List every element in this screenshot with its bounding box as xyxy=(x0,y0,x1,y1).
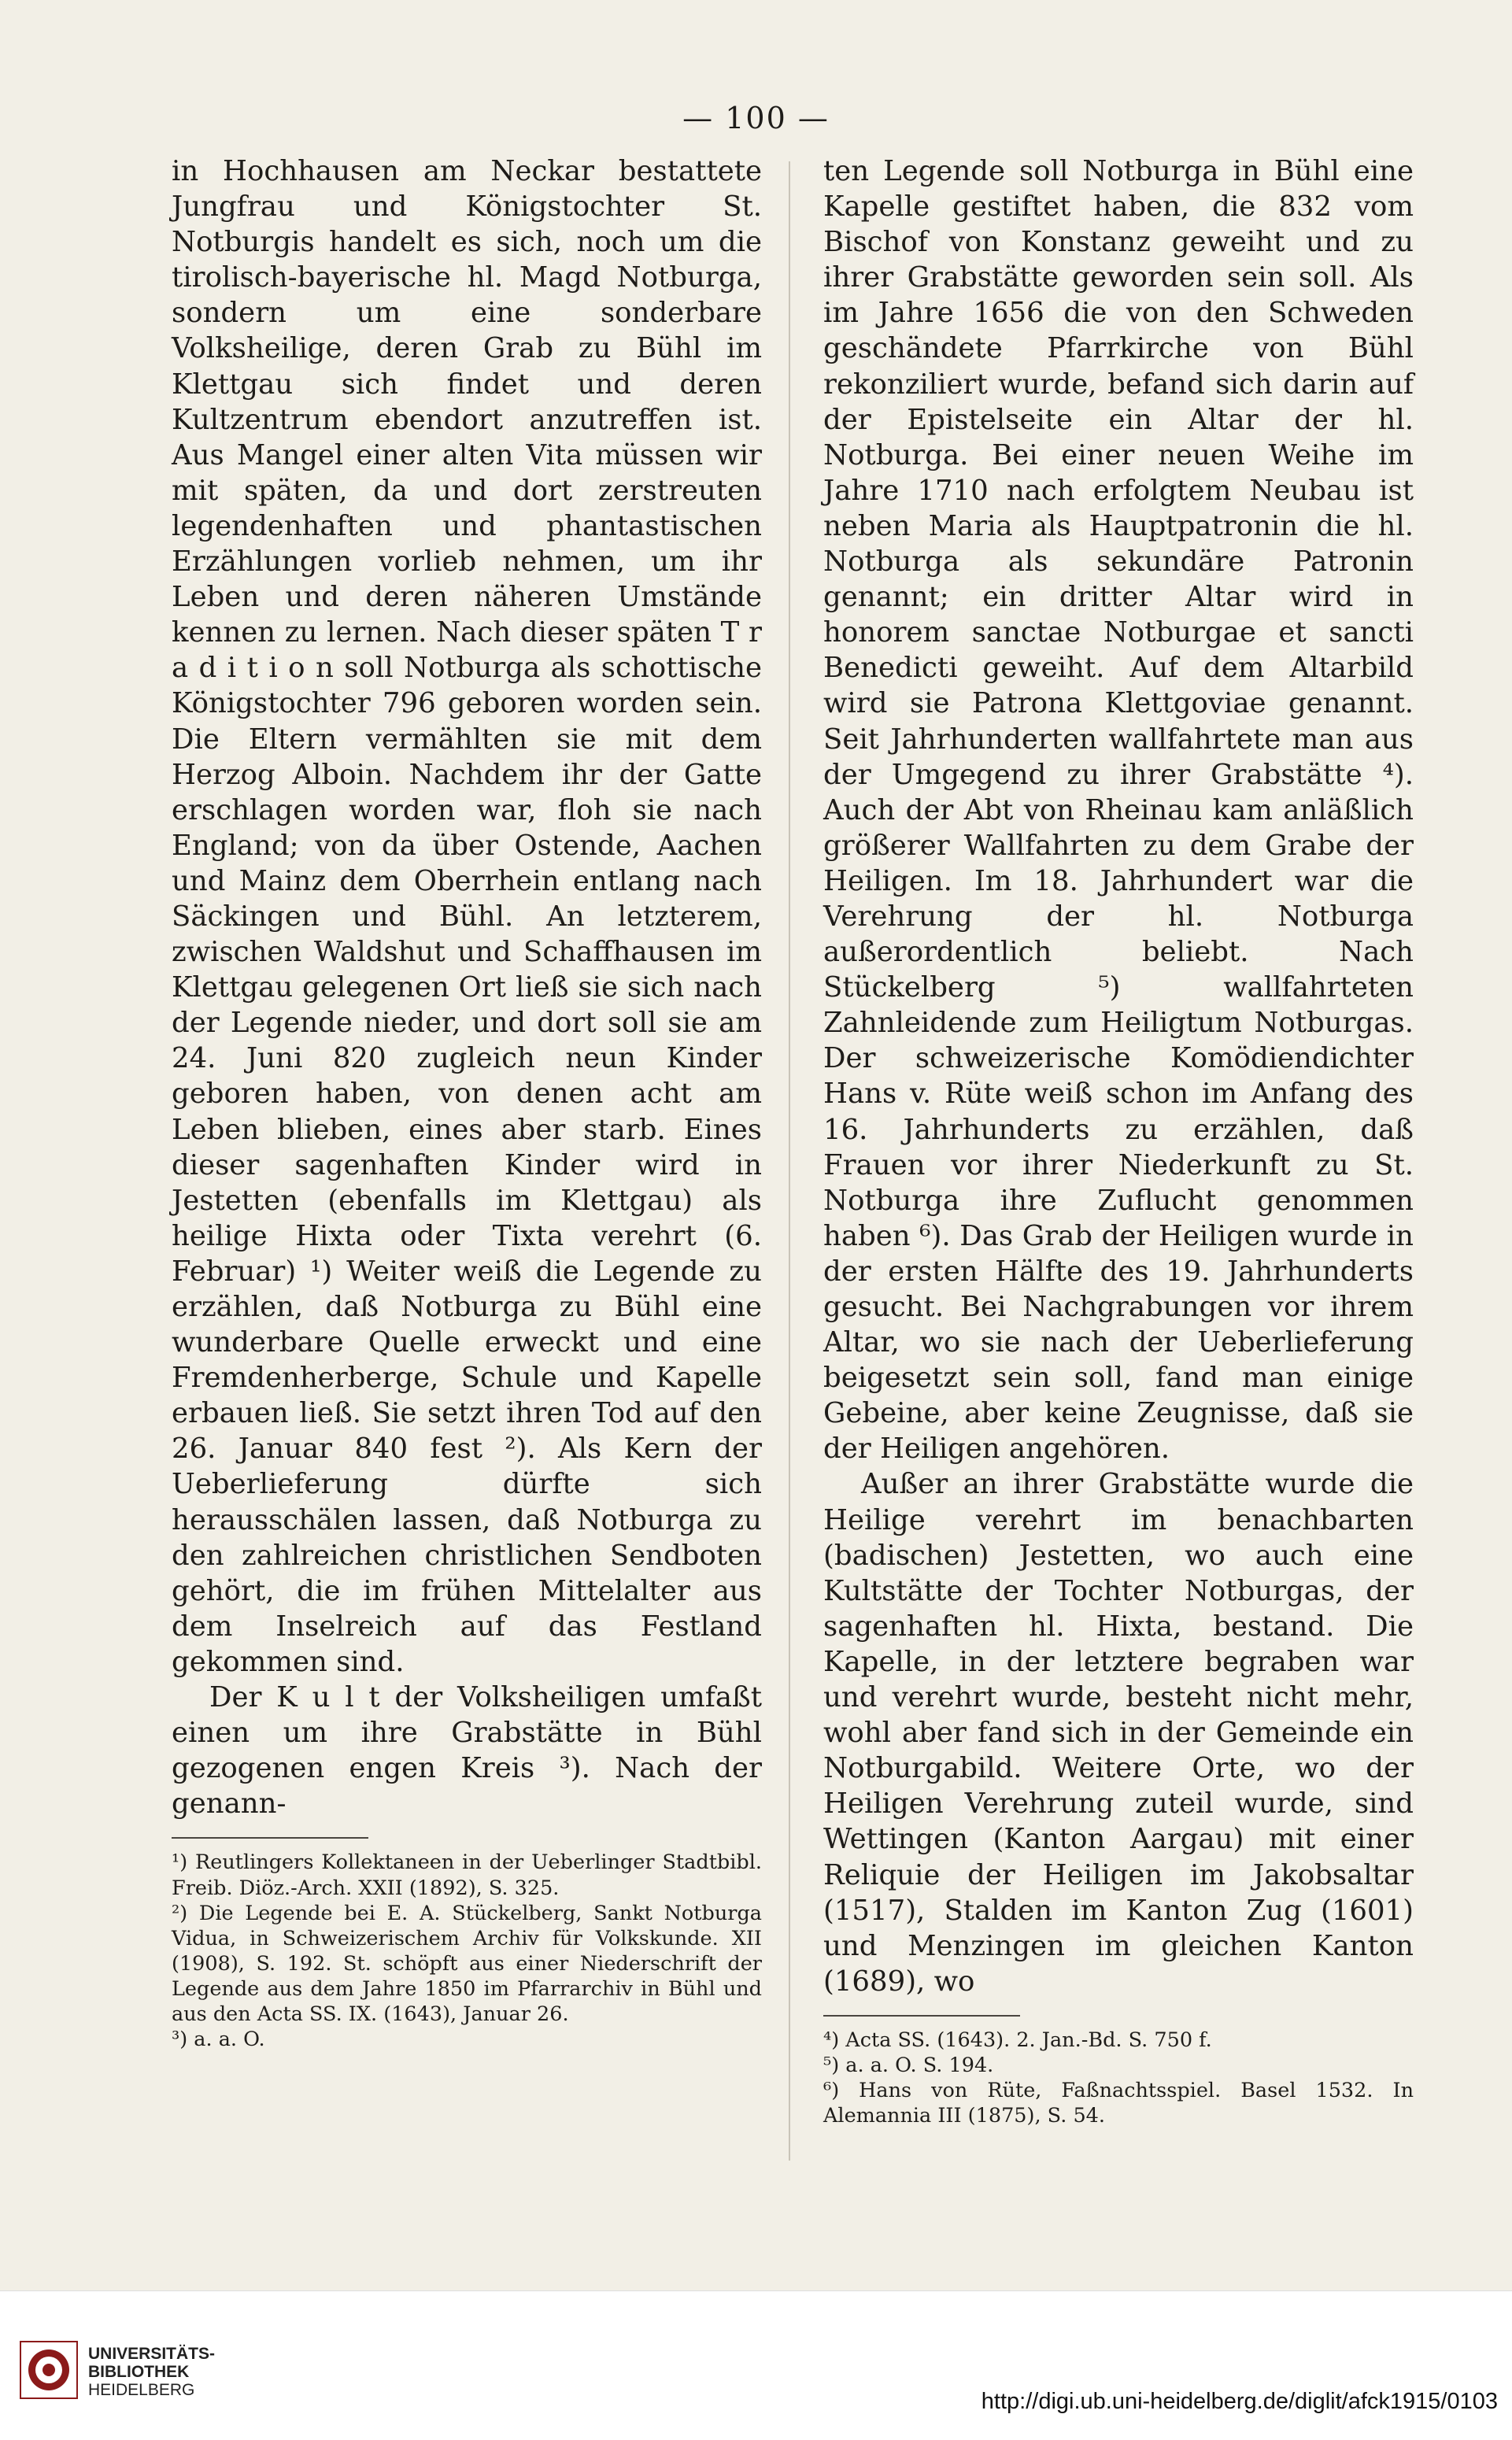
university-library-logo-icon[interactable] xyxy=(17,2338,80,2405)
library-name-line: HEIDELBERG xyxy=(88,2381,195,2399)
right-column xyxy=(823,153,1414,2128)
library-name-line: BIBLIOTHEK xyxy=(88,2363,190,2381)
column-divider xyxy=(789,161,790,2161)
body-paragraph: ten Legende soll Notburga in Bühl eine Kapelle gestiftet haben, die 832 vom Bischof von Konstanz geweiht und zu ihrer Grabstätte geworden sein soll. Als im Jahre 1656 die von den Schweden geschändete Pfarrkirche von Bühl rekonziliert wurde, befand sich darin auf der Epistelseite ein Altar der hl. Notburga. Bei einer neuen Weihe im Jahre 1710 nach erfolgtem Neubau ist neben Maria als Hauptpatronin die hl. Notburga als sekundäre Patronin genannt; ein dritter Altar wird in honorem sanctae Notburgae et sancti Benedicti geweiht. Auf dem Altarbild wird sie Patrona Klettgoviae genannt. Seit Jahrhunderten wallfahrtete man aus der Umgegend zu ihrer Grabstätte ⁴). Auch der Abt von Rheinau kam anläßlich größerer Wallfahrten zu dem Grabe der Heiligen. Im 18. Jahrhundert war die Verehrung der hl. Notburga außerordentlich beliebt. Nach Stückelberg ⁵) wallfahrteten Zahnleidende zum Heiligtum Notburgas. Der schweizerische Komödiendichter Hans v. Rüte weiß schon im Anfang des 16. Jahrhunderts zu erzählen, daß Frauen vor ihrer Niederkunft zu St. Notburga ihre Zuflucht genommen haben ⁶). Das Grab der Heiligen wurde in der ersten Hälfte des 19. Jahrhunderts gesucht. Bei Nachgrabungen vor ihrem Altar, wo sie nach der Ueberlieferung beigesetzt sein soll, fand man einige Gebeine, aber keine Zeugnisse, daß sie der Heiligen angehören. xyxy=(823,155,1414,1466)
footnote: ⁵) a. a. O. S. 194. xyxy=(823,2053,994,2077)
body-paragraph: in Hochhausen am Neckar bestattete Jungfrau und Königstochter St. Notburgis handelt es sich, noch um die tirolisch-bayerische hl. Magd Notburga, sondern um eine sonderbare Volksheilige, deren Grab zu Bühl im Klettgau sich findet und deren Kultzentrum ebendort anzutreffen ist. Aus Mangel einer alten Vita müssen wir mit späten, da und dort zerstreuten legendenhaften und phantastischen Erzählungen vorlieb nehmen, um ihr Leben und deren näheren Umstände kennen zu lernen. Nach dieser späten T r a d i t i o n soll Notburga als schottische Königstochter 796 geboren worden sein. Die Eltern vermählten sie mit dem Herzog Alboin. Nachdem ihr der Gatte erschlagen worden war, floh sie nach England; von da über Ostende, Aachen und Mainz dem Oberrhein entlang nach Säckingen und Bühl. An letzterem, zwischen Waldshut und Schaffhausen im Klettgau gelegenen Ort ließ sie sich nach der Legende nieder, und dort soll sie am 24. Juni 820 zugleich neun Kinder geboren haben, von denen acht am Leben blieben, eines aber starb. Eines dieser sagenhaften Kinder wird in Jestetten (ebenfalls im Klettgau) als heilige Hixta oder Tixta verehrt (6. Februar) ¹) Weiter weiß die Legende zu erzählen, daß Notburga zu Bühl eine wunderbare Quelle erweckt und eine Fremdenherberge, Schule und Kapelle erbauen ließ. Sie setzt ihren Tod auf den 26. Januar 840 fest ²). Als Kern der Ueberlieferung dürfte sich herausschälen lassen, daß Notburga zu den zahlreichen christlichen Sendboten gehört, die im frühen Mittelalter aus dem Inselreich auf das Festland gekommen sind. xyxy=(172,155,762,1678)
library-name xyxy=(88,2345,215,2399)
left-column xyxy=(172,153,762,2052)
footnote: ⁴) Acta SS. (1643). 2. Jan.-Bd. S. 750 f. xyxy=(823,2028,1212,2052)
footnote-divider xyxy=(823,2015,1020,2017)
library-name-line: UNIVERSITÄTS- xyxy=(88,2345,216,2363)
footnote: ²) Die Legende bei E. A. Stückelberg, Sankt Notburga Vidua, in Schweizerischem Archiv für Volkskunde. XII (1908), S. 192. St. schöpft aus einer Niederschrift der Legende aus dem Jahre 1850 im Pfarrarchiv in Bühl und aus den Acta SS. IX. (1643), Januar 26. xyxy=(172,1901,762,2026)
footer-bar xyxy=(0,2290,1512,2440)
body-paragraph: Außer an ihrer Grabstätte wurde die Heilige verehrt im benachbarten (badischen) Jestetten, wo auch eine Kultstätte der Tochter Notburgas, der sagenhaften hl. Hixta, bestand. Die Kapelle, in der letztere begraben war und verehrt wurde, besteht nicht mehr, wohl aber fand sich in der Gemeinde ein Notburgabild. Weitere Orte, wo der Heiligen Verehrung zuteil wurde, sind Wettingen (Kanton Aargau) mit einer Reliquie der Heiligen im Jakobsaltar (1517), Stalden im Kanton Zug (1601) und Menzingen im gleichen Kanton (1689), wo xyxy=(823,1468,1414,1998)
footnote-divider xyxy=(172,1837,368,1839)
footnote: ⁶) Hans von Rüte, Faßnachtsspiel. Basel 1532. In Alemannia III (1875), S. 54. xyxy=(823,2079,1414,2128)
body-paragraph: Der K u l t der Volksheiligen umfaßt einen um ihre Grabstätte in Bühl gezogenen engen Kreis ³). Nach der genann- xyxy=(172,1681,762,1821)
footnote: ³) a. a. O. xyxy=(172,2028,265,2052)
permalink-url[interactable]: http://digi.ub.uni-heidelberg.de/diglit/afck1915/0103 xyxy=(981,2389,1498,2414)
footnote: ¹) Reutlingers Kollektaneen in der Ueberlinger Stadtbibl. Freib. Diöz.-Arch. XXII (1892), S. 325. xyxy=(172,1850,762,1900)
page-number: — 100 — xyxy=(682,101,830,135)
